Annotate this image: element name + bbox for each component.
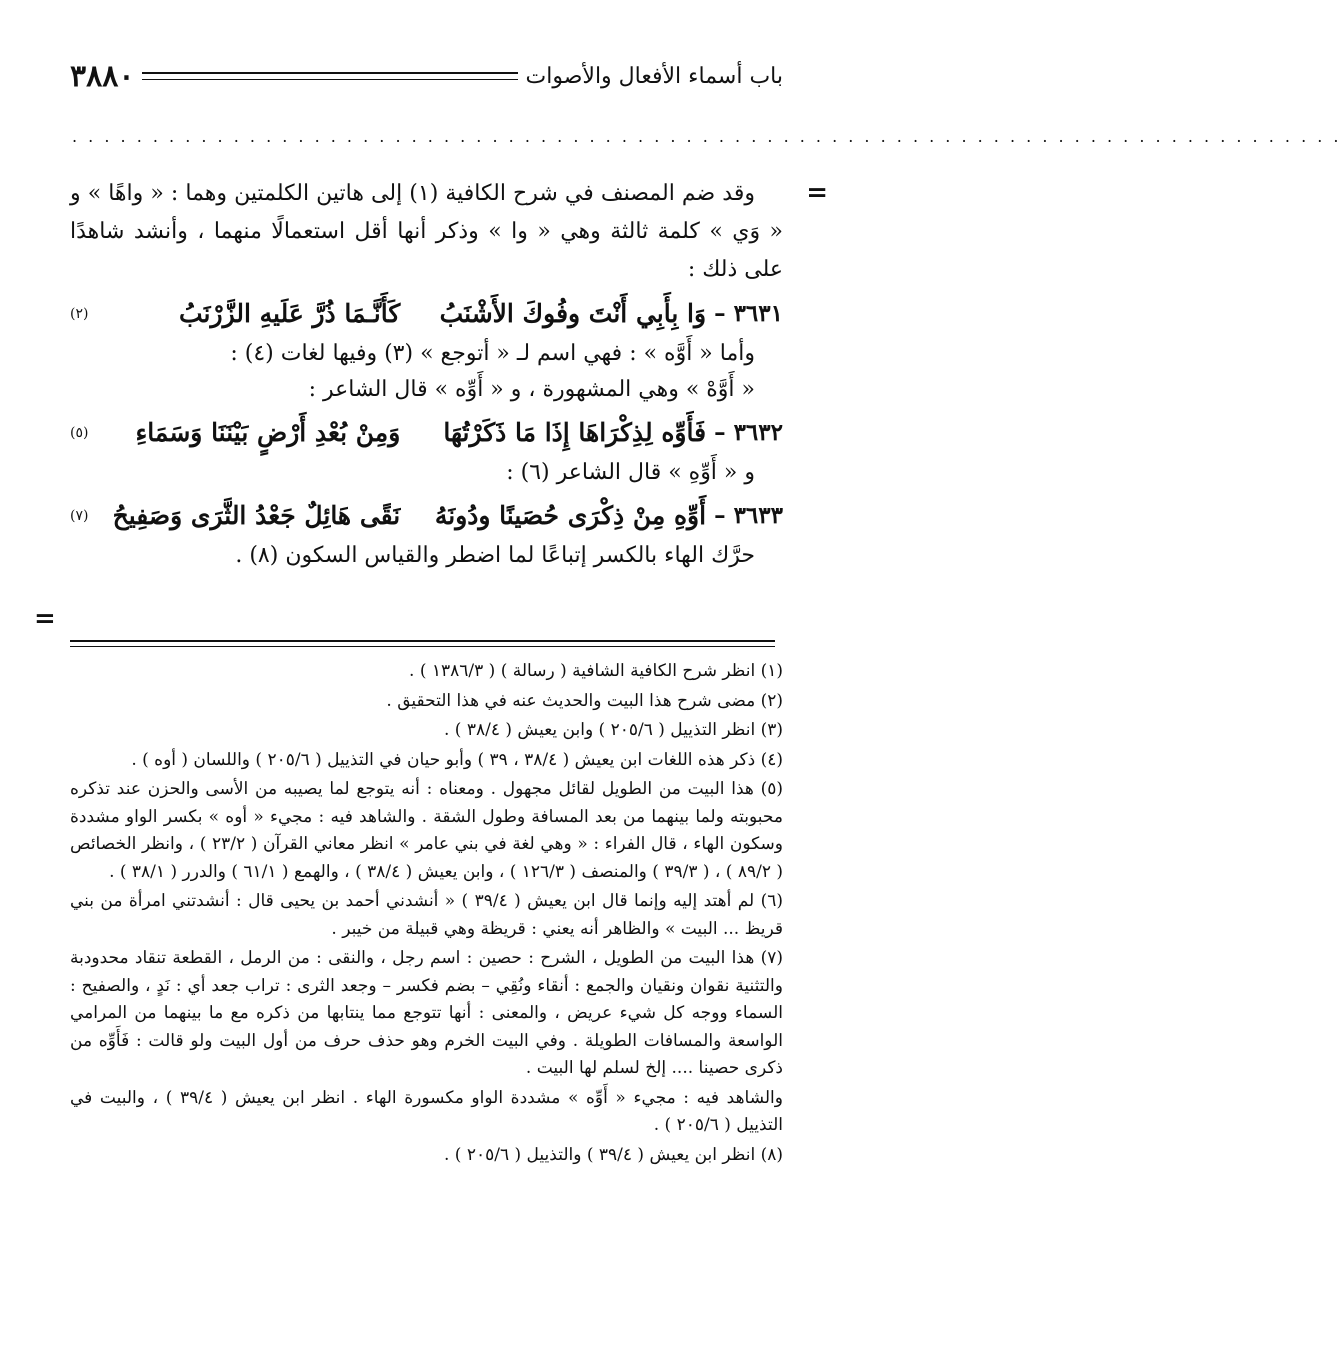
verse-3632 [70, 418, 783, 447]
footnotes-rule [70, 640, 775, 647]
page-header [60, 56, 783, 96]
dotted-separator: . . . . . . . . . . . . . . . . . . . . . . . . . . . . . . . . . . . . . . . . . . . . . . . . . . . . . . . . . . . . . . . . . . . . . . . . . . . . . . . [72, 127, 1342, 146]
verse-second-hemistich: نَقًى هَائِلٌ جَعْدُ الثَّرَى وَصَفِيحُ [112, 501, 401, 530]
footnote-8: (٨) انظر ابن يعيش ( ٣٩/٤ ) والتذييل ( ٢٠٥/٦ ) . [444, 1144, 783, 1165]
footnote-4: (٤) ذكر هذه اللغات ابن يعيش ( ٣٨/٤ ، ٣٩ ) وأبو حيان في التذييل ( ٢٠٥/٦ ) واللسان ( أوه ) . [131, 749, 783, 770]
footnote-7-continued: والشاهد فيه : مجيء « أَوِّه » مشددة الواو مكسورة الهاء . انظر ابن يعيش ( ٣٩/٤ ) ، والبيت في التذييل ( ٢٠٥/٦ ) . [70, 1087, 783, 1135]
footnote-3: (٣) انظر التذييل ( ٢٠٥/٦ ) وابن يعيش ( ٣٨/٤ ) . [444, 720, 783, 740]
main-text [70, 175, 783, 574]
footnote-6: (٦) لم أهتد إليه وإنما قال ابن يعيش ( ٣٩/٤ ) « أنشدني أحمد بن يحيى قال : أنشدتني امرأة من بني قريظ ... البيت » والظاهر أنه يعني : قريظة وهي قبيلة من خيبر . [70, 891, 784, 939]
footnotes [70, 658, 783, 1171]
verse-3631 [70, 299, 783, 328]
chapter-title: باب أسماء الأفعال والأصوات [525, 63, 783, 89]
verse-first-hemistich: أَوِّهِ مِنْ ذِكْرَى حُصَينًا ودُونَهُ [434, 501, 707, 530]
footnote-7: (٧) هذا البيت من الطويل ، الشرح : حصين : اسم رجل ، والنقى : من الرمل ، القطعة تنقاد محدودبة والتثنية نقوان ونقيان والجمع : أنقاء ونُقِي – بضم فكسر – وجعد الثرى : تراب جعد أي : نَدٍ ، والصفيح : السماء ووجه كل شيء عريض ، والمعنى : أنها تتوجع مما ينتابها من ذكره مع ما بينهما من المرامي الواسعة والمسافات الطويلة . وفي البيت الخرم وهو حذف حرف من أول البيت ولو قالت : فَأَوِّه من ذكرى حصينا .... إلخ لسلم لها البيت . [70, 948, 783, 1078]
verse-first-hemistich: فَأَوِّه لِذِكْرَاهَا إِذَا مَا ذَكَرْتُهَا [443, 418, 707, 447]
continuation-mark-bottom: = [34, 604, 56, 634]
text-line: وأما « أَوَّه » : فهي اسم لـ « أتوجع » (٣) وفيها لغات (٤) : [230, 341, 755, 366]
text-line: و « أَوِّهِ » قال الشاعر (٦) : [506, 460, 755, 485]
text-line: « أَوَّهْ » وهي المشهورة ، و « أَوِّه » قال الشاعر : [308, 377, 755, 402]
verse-number: ٣٦٣٢ – [714, 419, 783, 446]
footnote-ref: (٧) [70, 507, 89, 524]
verse-number: ٣٦٣١ – [714, 300, 783, 327]
verse-second-hemistich: وَمِنْ بُعْدِ أَرْضٍ بَيْنَنَا وَسَمَاءِ [135, 418, 401, 447]
continuation-mark-top: = [806, 178, 828, 208]
verse-3633 [70, 501, 783, 530]
footnote-ref: (٢) [70, 305, 89, 322]
footnote-2: (٢) مضى شرح هذا البيت والحديث عنه في هذا التحقيق . [386, 690, 783, 711]
header-rule [142, 72, 517, 80]
verse-second-hemistich: كَأَنَّـمَا ذُرَّ عَلَيهِ الزَّرْنَبُ [179, 299, 401, 328]
page-number: ٣٨٨٠ [70, 58, 135, 94]
footnote-ref: (٥) [70, 424, 89, 441]
verse-first-hemistich: وَا بِأَبِي أَنْتَ وفُوكَ الأَشْنَبُ [439, 299, 707, 328]
intro-paragraph: وقد ضم المصنف في شرح الكافية (١) إلى هاتين الكلمتين وهما : « واهًا » و « وَي » كلمة ثالثة وهي « وا » وذكر أنها أقل استعمالًا منهما ، وأنشد شاهدًا على ذلك : [70, 181, 783, 282]
text-line: حرَّك الهاء بالكسر إتباعًا لما اضطر والقياس السكون (٨) . [235, 543, 755, 568]
verse-number: ٣٦٣٣ – [714, 502, 783, 529]
footnote-1: (١) انظر شرح الكافية الشافية ( رسالة ) ( ١٣٨٦/٣ ) . [409, 661, 783, 681]
footnote-5: (٥) هذا البيت من الطويل لقائل مجهول . ومعناه : أنه يتوجع لما يصيبه من الأسى والحزن عند تذكره محبوبته ولما بينهما من بعد المسافة وطول الشقة . والشاهد فيه : مجيء « أوه » بكسر الواو مشددة وسكون الهاء ، قال الفراء : « وهي لغة في بني عامر » انظر معاني القرآن ( ٢٣/٢ ) ، وانظر الخصائص ( ٨٩/٢ ) ، ( ٣٩/٣ ) والمنصف ( ١٢٦/٣ ) ، وابن يعيش ( ٣٨/٤ ) ، والهمع ( ٦١/١ ) والدرر ( ٣٨/١ ) . [70, 779, 783, 882]
